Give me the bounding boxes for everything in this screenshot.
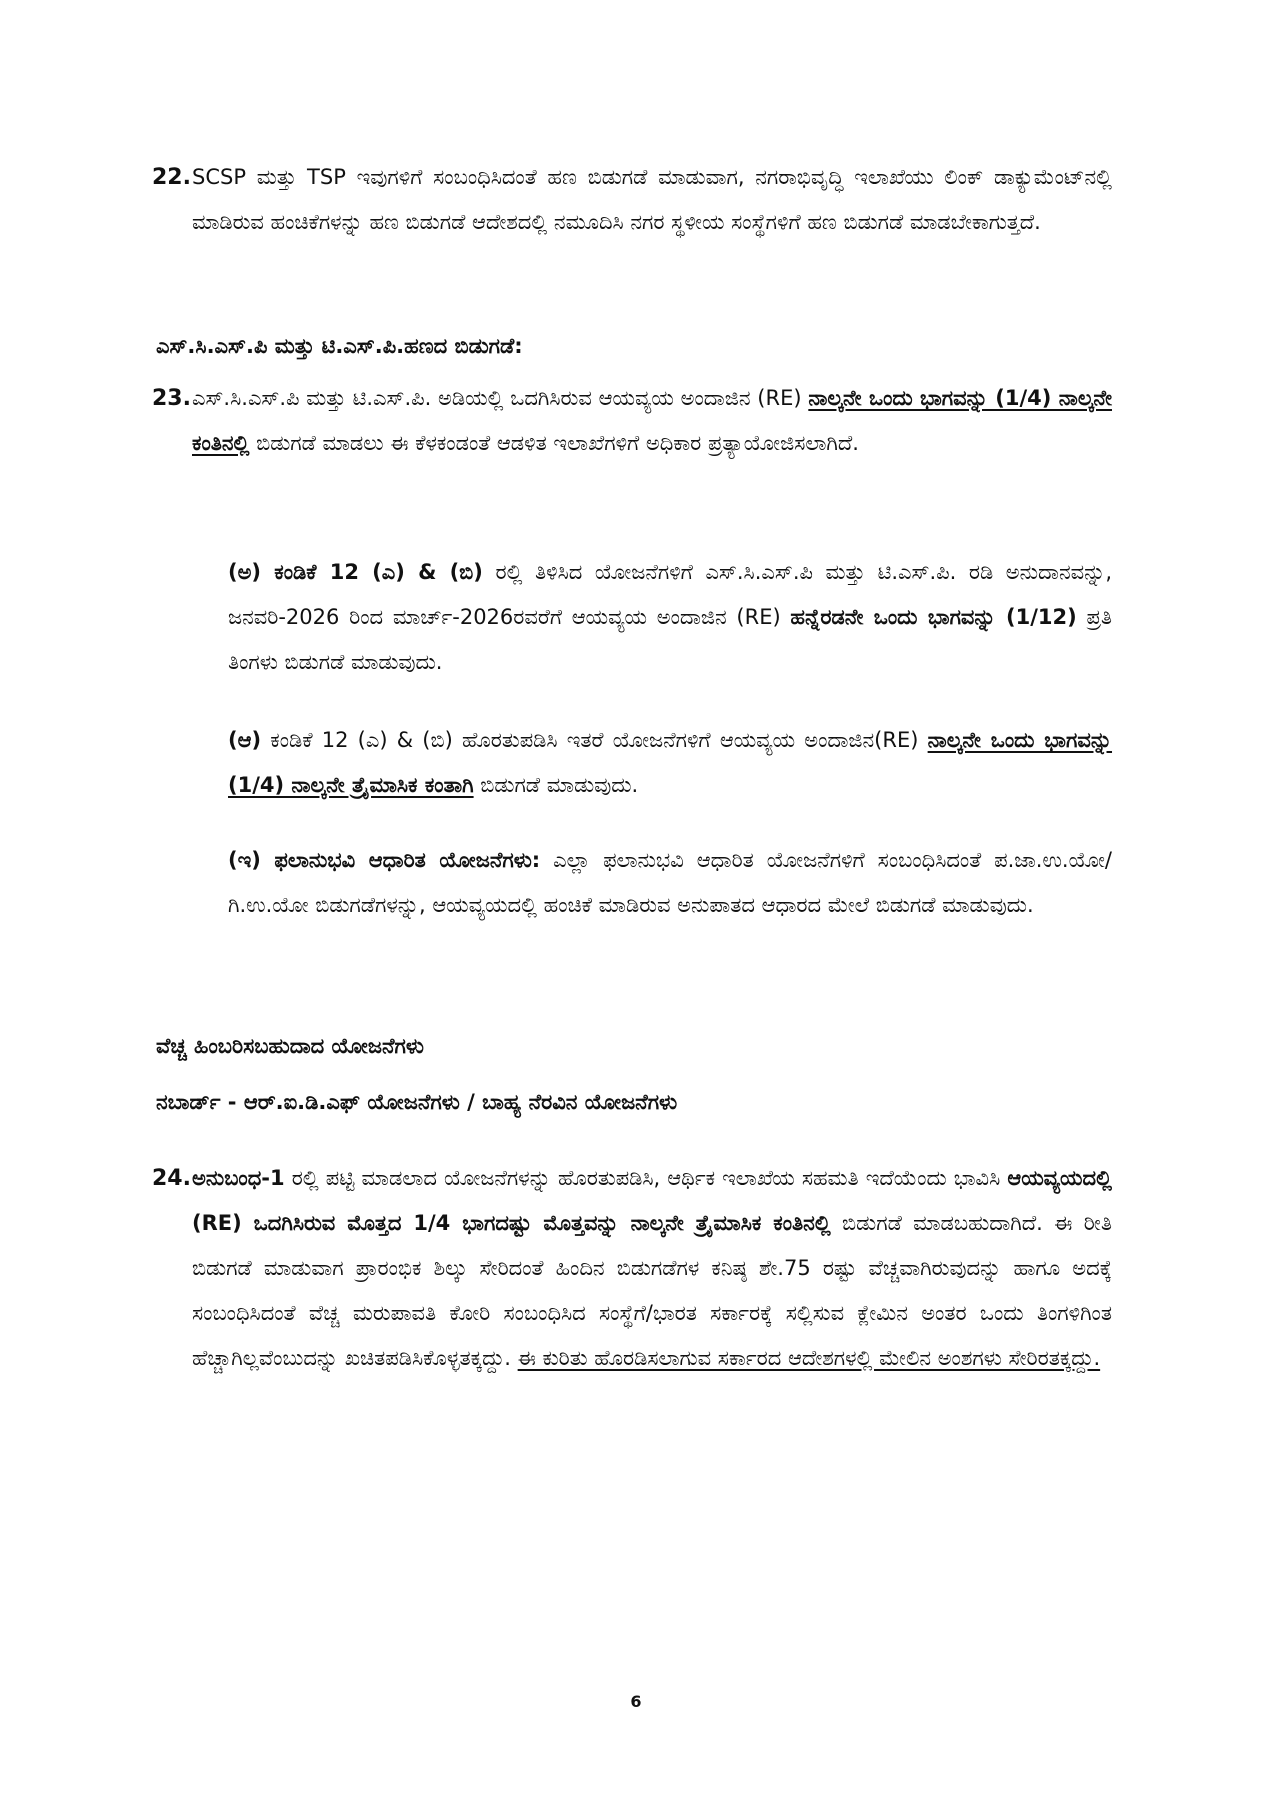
paragraph-text: ಬಿಡುಗಡೆ ಮಾಡಲು ಈ ಕೆಳಕಂಡಂತೆ ಆಡಳಿತ ಇಲಾಖೆಗಳಿಗೆ ಅಧಿಕಾರ ಪ್ರತ್ಯಾಯೋಜಿಸಲಾಗಿದೆ.: [249, 431, 859, 455]
emphasis-text: ಆಯವ್ಯಯದಲ್ಲಿ (RE) ಒದಗಿಸಿರುವ ಮೊತ್ತದ 1/4 ಭಾಗದಷ್ಟು ಮೊತ್ತವನ್ನು ನಾಲ್ಕನೇ ತ್ರೈಮಾಸಿಕ ಕಂತಿನಲ್ಲಿ: [192, 1166, 1112, 1235]
page-number: 6: [630, 1692, 642, 1711]
paragraph-text: ಎಸ್.ಸಿ.ಎಸ್.ಪಿ ಮತ್ತು ಟಿ.ಎಸ್.ಪಿ. ಅಡಿಯಲ್ಲಿ ಒದಗಿಸಿರುವ ಆಯವ್ಯಯ ಅಂದಾಜಿನ (RE): [192, 386, 809, 410]
item-number: 23.: [152, 386, 191, 411]
paragraph-text: ಪ್ರತಿ ತಿಂಗಳು ಬಿಡುಗಡೆ ಮಾಡುವುದು.: [228, 605, 1112, 674]
subparagraph-label: (ಇ) ಫಲಾನುಭವಿ ಆಧಾರಿತ ಯೋಜನೆಗಳು:: [228, 848, 541, 872]
subparagraph-i: [228, 838, 1112, 928]
subparagraph-label: (ಆ): [228, 728, 262, 752]
paragraph-text: ರಲ್ಲಿ ಪಟ್ಟಿ ಮಾಡಲಾದ ಯೋಜನೆಗಳನ್ನು ಹೊರತುಪಡಿಸಿ, ಆರ್ಥಿಕ ಇಲಾಖೆಯ ಸಹಮತಿ ಇದೆಯೆಂದು ಭಾವಿಸಿ: [284, 1166, 1008, 1190]
paragraph-text: ಬಿಡುಗಡೆ ಮಾಡುವುದು.: [473, 773, 639, 797]
paragraph-text: ಕಂಡಿಕೆ 12 (ಎ) & (ಬಿ) ಹೊರತುಪಡಿಸಿ ಇತರೆ ಯೋಜನೆಗಳಿಗೆ ಆಯವ್ಯಯ ಅಂದಾಜಿನ(RE): [261, 728, 928, 752]
subparagraph-a: [228, 550, 1112, 685]
section-heading-scsp-release: ಎಸ್.ಸಿ.ಎಸ್.ಪಿ ಮತ್ತು ಟಿ.ಎಸ್.ಪಿ.ಹಣದ ಬಿಡುಗಡೆ:: [156, 334, 523, 358]
underlined-text: ಈ ಕುರಿತು ಹೊರಡಿಸಲಾಗುವ ಸರ್ಕಾರದ ಆದೇಶಗಳಲ್ಲಿ ಮೇಲಿನ ಅಂಶಗಳು ಸೇರಿರತಕ್ಕದ್ದು.: [517, 1346, 1101, 1370]
paragraph-24: [152, 1156, 1112, 1381]
emphasis-text: ಹನ್ನೆರಡನೇ ಒಂದು ಭಾಗವನ್ನು (1/12): [790, 605, 1077, 629]
emphasis-text: ಅನುಬಂಧ-1: [192, 1166, 285, 1190]
paragraph-text: SCSP ಮತ್ತು TSP ಇವುಗಳಿಗೆ ಸಂಬಂಧಿಸಿದಂತೆ ಹಣ ಬಿಡುಗಡೆ ಮಾಡುವಾಗ, ನಗರಾಭಿವೃದ್ಧಿ ಇಲಾಖೆಯು ಲಿಂಕ್ ಡಾಕ್ಯುಮೆಂಟ್‌ನಲ್ಲಿ ಮಾಡಿರುವ ಹಂಚಿಕೆಗಳನ್ನು ಹಣ ಬಿಡುಗಡೆ ಆದೇಶದಲ್ಲಿ ನಮೂದಿಸಿ ನಗರ ಸ್ಥಳೀಯ ಸಂಸ್ಥೆಗಳಿಗೆ ಹಣ ಬಿಡುಗಡೆ ಮಾಡಬೇಕಾಗುತ್ತದೆ.: [192, 165, 1112, 234]
paragraph-text: ಬಿಡುಗಡೆ ಮಾಡಬಹುದಾಗಿದೆ. ಈ ರೀತಿ ಬಿಡುಗಡೆ ಮಾಡುವಾಗ ಪ್ರಾರಂಭಿಕ ಶಿಲ್ಕು ಸೇರಿದಂತೆ ಹಿಂದಿನ ಬಿಡುಗಡೆಗಳ ಕನಿಷ್ಠ ಶೇ.75 ರಷ್ಟು ವೆಚ್ಚವಾಗಿರುವುದನ್ನು ಹಾಗೂ ಅದಕ್ಕೆ ಸಂಬಂಧಿಸಿದಂತೆ ವೆಚ್ಚ ಮರುಪಾವತಿ ಕೋರಿ ಸಂಬಂಧಿಸಿದ ಸಂಸ್ಥೆಗೆ/ಭಾರತ ಸರ್ಕಾರಕ್ಕೆ ಸಲ್ಲಿಸುವ ಕ್ಲೇಮಿನ ಅಂತರ ಒಂದು ತಿಂಗಳಿಗಿಂತ ಹೆಚ್ಚಾಗಿಲ್ಲವೆಂಬುದನ್ನು ಖಚಿತಪಡಿಸಿಕೊಳ್ಳತಕ್ಕದ್ದು.: [192, 1211, 1112, 1370]
subparagraph-aa: [228, 718, 1112, 808]
paragraph-text: ಎಲ್ಲಾ ಫಲಾನುಭವಿ ಆಧಾರಿತ ಯೋಜನೆಗಳಿಗೆ ಸಂಬಂಧಿಸಿದಂತೆ ಪ.ಜಾ.ಉ.ಯೋ/ಗಿ.ಉ.ಯೋ ಬಿಡುಗಡೆಗಳನ್ನು, ಆಯವ್ಯಯದಲ್ಲಿ ಹಂಚಿಕೆ ಮಾಡಿರುವ ಅನುಪಾತದ ಆಧಾರದ ಮೇಲೆ ಬಿಡುಗಡೆ ಮಾಡುವುದು.: [228, 848, 1112, 917]
subparagraph-label: (ಅ) ಕಂಡಿಕೆ 12 (ಎ) & (ಬಿ): [228, 560, 483, 584]
section-heading-reimbursable: ವೆಚ್ಚ ಹಿಂಬರಿಸಬಹುದಾದ ಯೋಜನೆಗಳು: [156, 1034, 424, 1058]
emphasis-text: ನಾಲ್ಕನೇ ಒಂದು ಭಾಗವನ್ನು (1/4) ನಾಲ್ಕನೇ ತ್ರೈಮಾಸಿಕ ಕಂತಾಗಿ: [228, 728, 1113, 797]
emphasis-text: ನಾಲ್ಕನೇ ಒಂದು ಭಾಗವನ್ನು (1/4) ನಾಲ್ಕನೇ ಕಂತಿನಲ್ಲಿ: [192, 386, 1112, 455]
item-number: 24.: [152, 1166, 191, 1191]
paragraph-23: [152, 376, 1112, 466]
section-heading-nabard: ನಬಾರ್ಡ್ - ಆರ್.ಐ.ಡಿ.ಎಫ್ ಯೋಜನೆಗಳು / ಬಾಹ್ಯ ನೆರವಿನ ಯೋಜನೆಗಳು: [156, 1090, 678, 1114]
item-number: 22.: [152, 165, 191, 190]
paragraph-text: ರಲ್ಲಿ ತಿಳಿಸಿದ ಯೋಜನೆಗಳಿಗೆ ಎಸ್.ಸಿ.ಎಸ್.ಪಿ ಮತ್ತು ಟಿ.ಎಸ್.ಪಿ. ರಡಿ ಅನುದಾನವನ್ನು, ಜನವರಿ-2026 ರಿಂದ ಮಾರ್ಚ್-2026ರವರೆಗೆ ಆಯವ್ಯಯ ಅಂದಾಜಿನ (RE): [228, 560, 1112, 629]
paragraph-22: [152, 155, 1112, 245]
